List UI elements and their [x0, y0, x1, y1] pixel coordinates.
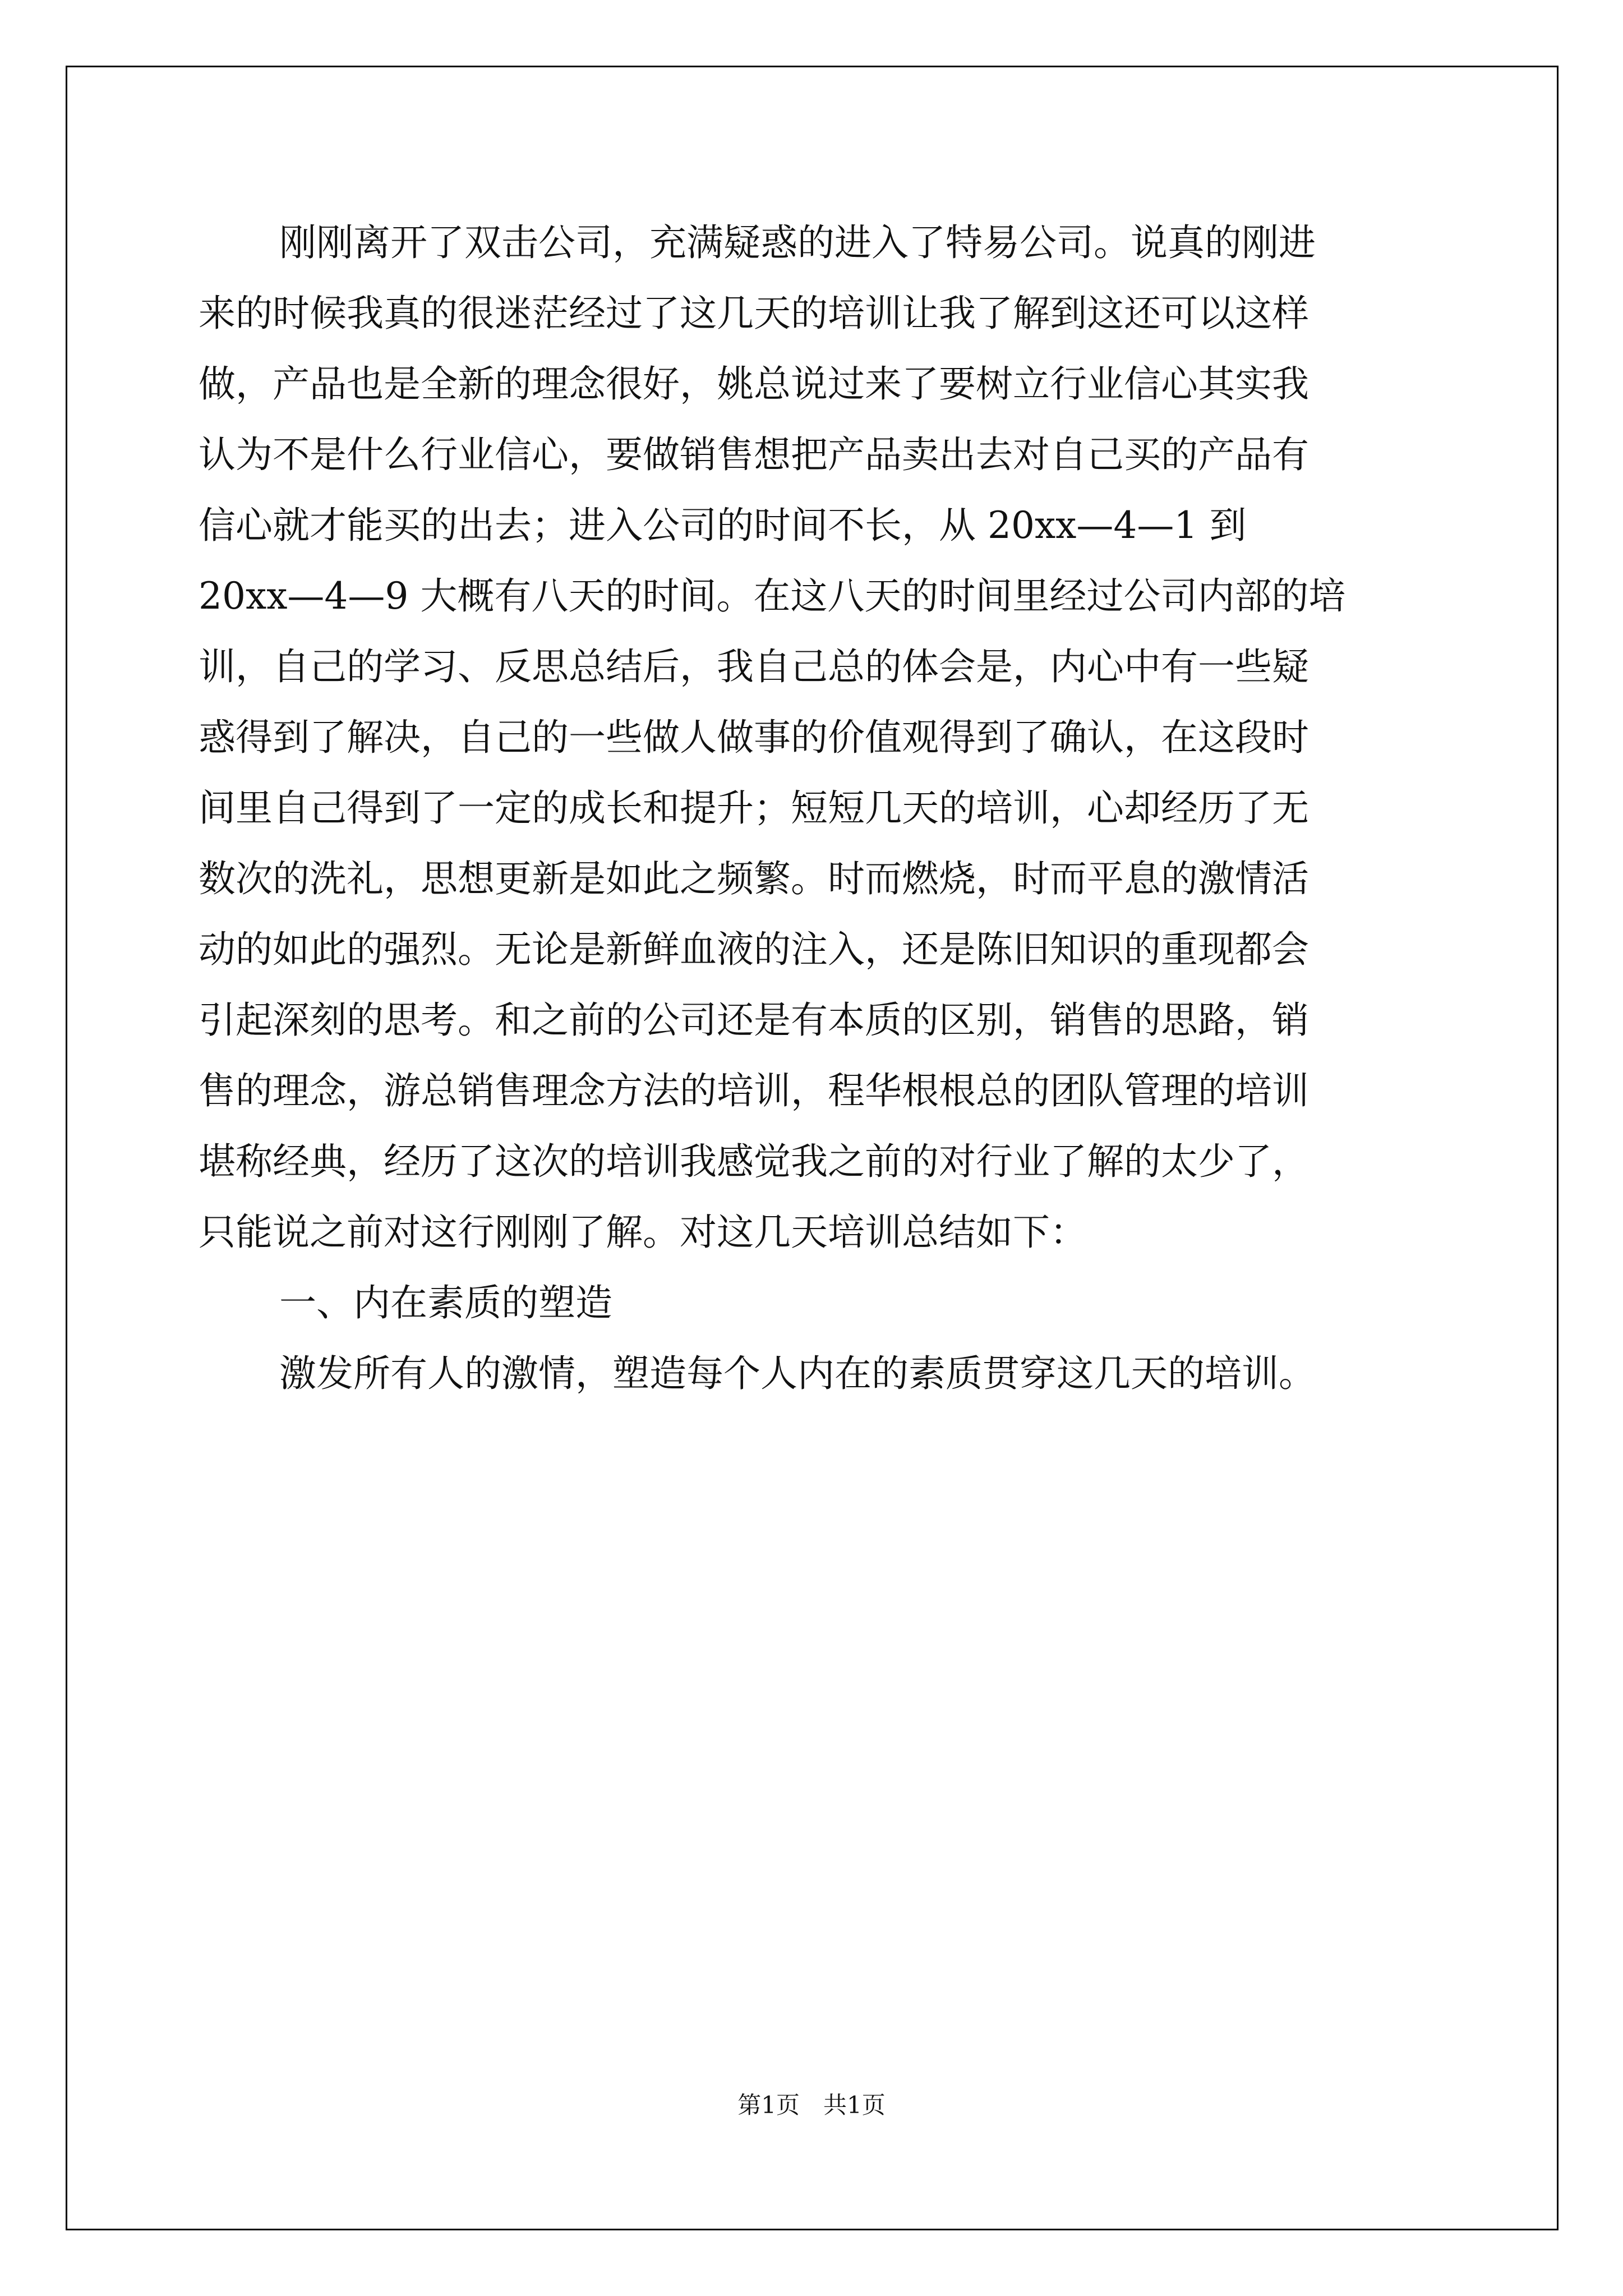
closing-line: 激发所有人的激情，塑造每个人内在的素质贯穿这几天的培训。	[279, 1352, 1316, 1395]
paragraph-line: 售的理念，游总销售理念方法的培训，程华根根总的团队管理的培训	[199, 1069, 1309, 1112]
paragraph-line: 来的时候我真的很迷茫经过了这几天的培训让我了解到这还可以这样	[199, 292, 1309, 335]
paragraph-line: 做，产品也是全新的理念很好，姚总说过来了要树立行业信心其实我	[199, 362, 1309, 406]
paragraph-line: 20xx—4—9 大概有八天的时间。在这八天的时间里经过公司内部的培	[199, 574, 1346, 618]
paragraph-line: 数次的洗礼，思想更新是如此之频繁。时而燃烧，时而平息的激情活	[199, 857, 1309, 900]
paragraph-line: 惑得到了解决，自己的一些做人做事的价值观得到了确认，在这段时	[199, 716, 1309, 759]
paragraph-line: 刚刚离开了双击公司，充满疑惑的进入了特易公司。说真的刚进	[279, 221, 1316, 264]
paragraph-line: 堪称经典，经历了这次的培训我感觉我之前的对行业了解的太少了，	[199, 1140, 1309, 1183]
paragraph-line: 只能说之前对这行刚刚了解。对这几天培训总结如下：	[199, 1211, 1087, 1254]
paragraph-line: 训，自己的学习、反思总结后，我自己总的体会是，内心中有一些疑	[199, 645, 1309, 688]
paragraph-line: 引起深刻的思考。和之前的公司还是有本质的区别，销售的思路，销	[199, 999, 1309, 1042]
paragraph-line: 信心就才能买的出去；进入公司的时间不长，从 20xx—4—1 到	[199, 504, 1247, 547]
page-footer: 第1页 共1页	[737, 2091, 886, 2119]
section-heading: 一、内在素质的塑造	[279, 1281, 612, 1324]
paragraph-line: 间里自己得到了一定的成长和提升；短短几天的培训，心却经历了无	[199, 786, 1309, 830]
paragraph-line: 动的如此的强烈。无论是新鲜血液的注入，还是陈旧知识的重现都会	[199, 928, 1309, 971]
paragraph-line: 认为不是什么行业信心，要做销售想把产品卖出去对自己买的产品有	[199, 433, 1309, 476]
document-body	[199, 208, 1432, 1409]
